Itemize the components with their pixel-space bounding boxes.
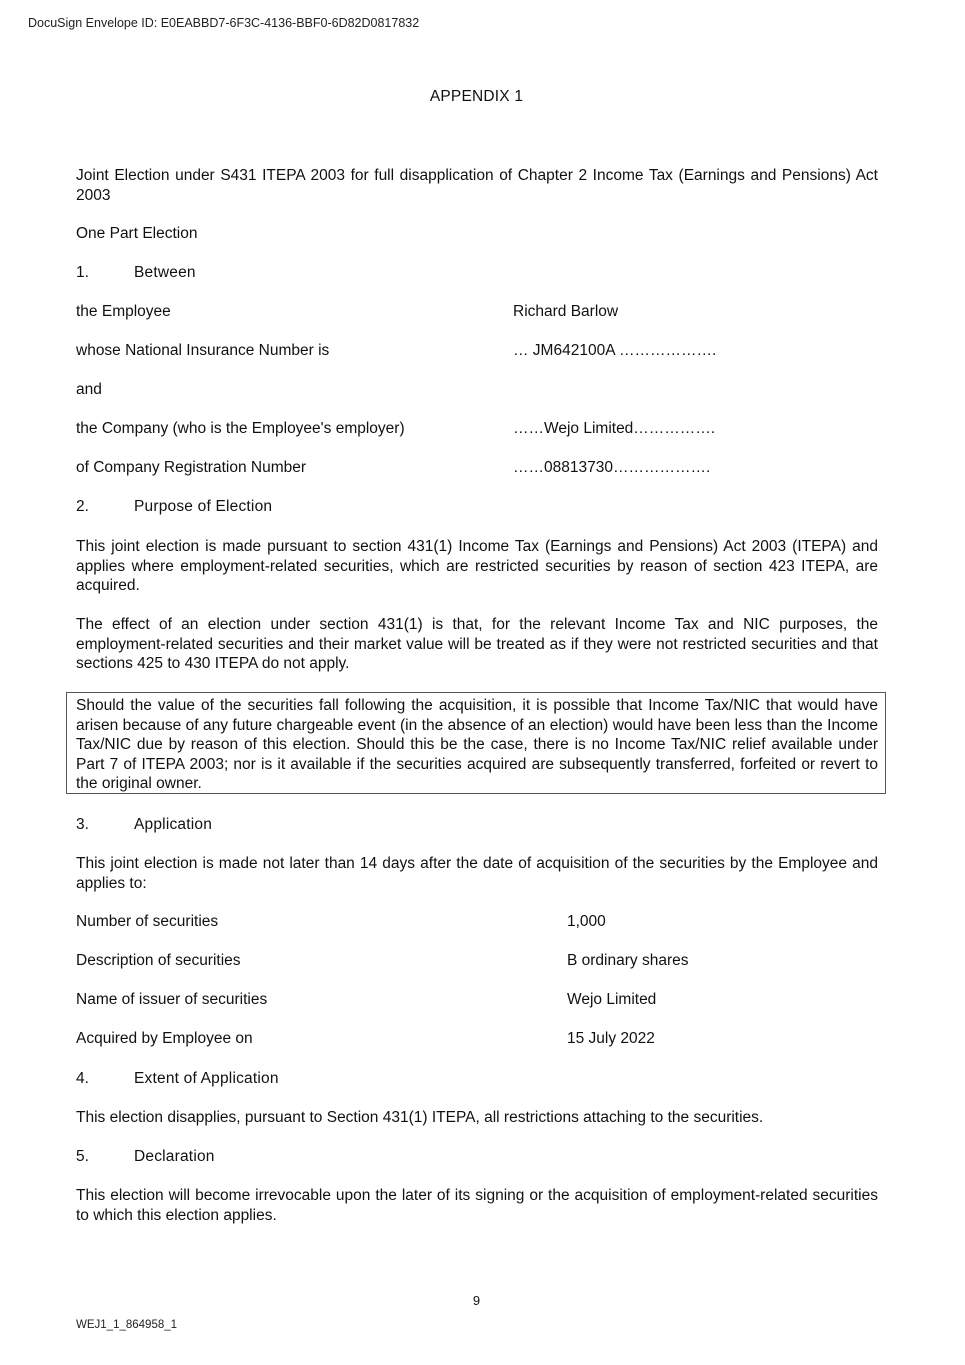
section-3-heading: Application	[134, 816, 213, 833]
section-4-number: 4.	[76, 1070, 89, 1087]
and-text: and	[76, 381, 102, 398]
ni-value: … JM642100A ……………….	[513, 342, 717, 359]
declaration-paragraph: This election will become irrevocable upon the later of its signing or the acquisition of employment-related securities to which this election applies.	[76, 1187, 878, 1224]
ni-label: whose National Insurance Number is	[76, 342, 330, 359]
section-5-number: 5.	[76, 1148, 89, 1165]
document-reference: WEJ1_1_864958_1	[76, 1319, 178, 1331]
employee-label: the Employee	[76, 303, 171, 320]
envelope-id: DocuSign Envelope ID: E0EABBD7-6F3C-4136-BBF0-6D82D0817832	[28, 16, 420, 30]
section-1-heading: Between	[134, 264, 196, 281]
section-5-heading: Declaration	[134, 1148, 215, 1165]
purpose-paragraph-2: The effect of an election under section 431(1) is that, for the relevant Income Tax and NIC purposes, the employment-related securities and their market value will be treated as if they were not restricted securities and that sections 425 to 430 ITEPA do not apply.	[76, 616, 878, 672]
section-1-number: 1.	[76, 264, 89, 281]
acquired-date-value: 15 July 2022	[567, 1030, 655, 1047]
securities-description-value: B ordinary shares	[567, 952, 689, 969]
issuer-label: Name of issuer of securities	[76, 991, 268, 1008]
section-3-number: 3.	[76, 816, 89, 833]
registration-value: ……08813730……………….	[513, 459, 711, 476]
employee-value: Richard Barlow	[513, 303, 619, 320]
page-number: 9	[472, 1293, 481, 1308]
section-4-heading: Extent of Application	[134, 1070, 279, 1087]
subtitle: One Part Election	[76, 225, 198, 242]
securities-number-label: Number of securities	[76, 913, 219, 930]
application-paragraph: This joint election is made not later than 14 days after the date of acquisition of the securities by the Employee and applies to:	[76, 855, 878, 892]
extent-paragraph: This election disapplies, pursuant to Section 431(1) ITEPA, all restrictions attaching to the securities.	[76, 1109, 764, 1126]
purpose-paragraph-1: This joint election is made pursuant to section 431(1) Income Tax (Earnings and Pensions) Act 2003 (ITEPA) and applies where employment-related securities, which are restricted securities by reason of section 423 ITEPA, are acquired.	[76, 538, 878, 594]
section-2-heading: Purpose of Election	[134, 498, 273, 515]
company-value: ……Wejo Limited…………….	[513, 420, 716, 437]
company-label: the Company (who is the Employee's employer)	[76, 420, 405, 437]
warning-box	[66, 692, 886, 794]
issuer-value: Wejo Limited	[567, 991, 657, 1008]
securities-description-label: Description of securities	[76, 952, 241, 969]
warning-paragraph: Should the value of the securities fall following the acquisition, it is possible that Income Tax/NIC that would have arisen because of any future chargeable event (in the absence of an election) would have been less than the Income Tax/NIC due by reason of this election. Should this be the case, there is no Income Tax/NIC relief available under Part 7 of ITEPA 2003; nor is it available if the securities acquired are subsequently transferred, forfeited or revert to the original owner.	[76, 697, 878, 792]
registration-label: of Company Registration Number	[76, 459, 307, 476]
intro-paragraph: Joint Election under S431 ITEPA 2003 for full disapplication of Chapter 2 Income Tax (Earnings and Pensions) Act 2003	[76, 167, 878, 204]
securities-number-value: 1,000	[567, 913, 606, 930]
page-title: APPENDIX 1	[429, 88, 524, 105]
section-2-number: 2.	[76, 498, 89, 515]
acquired-date-label: Acquired by Employee on	[76, 1030, 253, 1047]
